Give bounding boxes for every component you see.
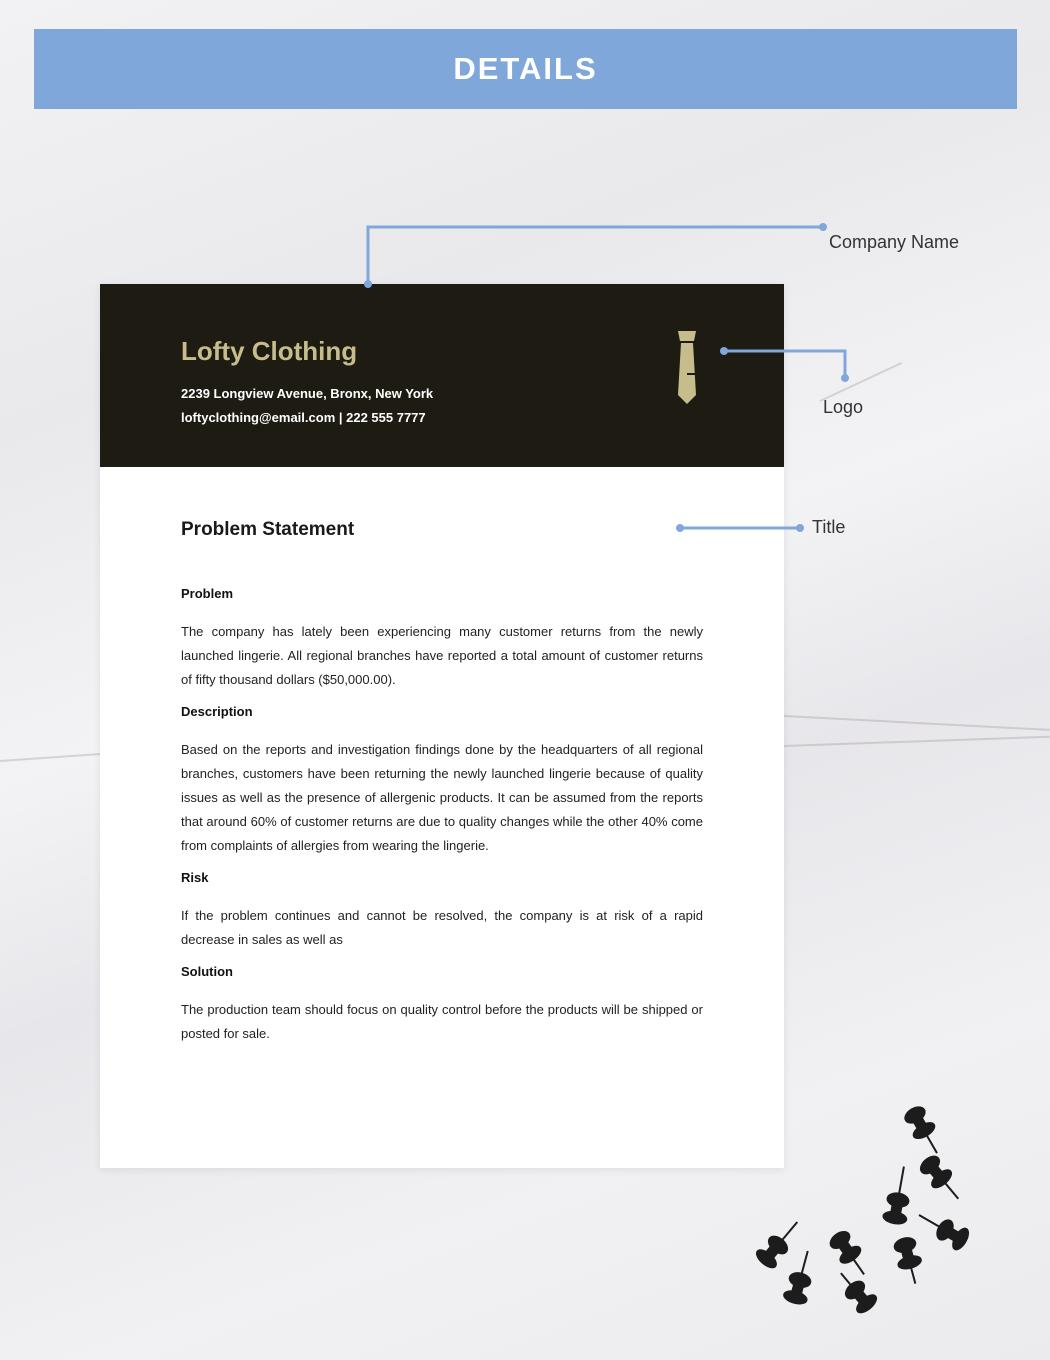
- callout-logo: Logo: [823, 397, 864, 417]
- callout-title: Title: [812, 517, 846, 537]
- callout-company-name: Company Name: [829, 232, 960, 252]
- section-heading-risk: Risk: [181, 870, 209, 885]
- company-contact: loftyclothing@email.com | 222 555 7777: [181, 410, 426, 425]
- document-title: Problem Statement: [181, 519, 355, 540]
- section-heading-solution: Solution: [181, 964, 233, 979]
- company-name: Lofty Clothing: [181, 336, 358, 366]
- banner-title: DETAILS: [453, 51, 598, 86]
- section-body-problem: The company has lately been experiencing many customer returns from the newly launched lingerie. All regional branches have reported a total amount of customer returns of fifty thousand dollars ($50,000.00).: [181, 624, 703, 687]
- section-heading-description: Description: [181, 704, 253, 719]
- section-body-risk: If the problem continues and cannot be resolved, the company is at risk of a rapid decrease in sales as well as: [181, 908, 703, 947]
- section-body-description: Based on the reports and investigation findings done by the headquarters of all regional branches, customers have been returning the newly launched lingerie because of quality issues as well as the presence of allergenic products. It can be assumed from the reports that around 60% of customer returns are due to quality changes while the other 40% come from complaints of allergies from wearing the lingerie.: [181, 742, 703, 853]
- company-address: 2239 Longview Avenue, Bronx, New York: [181, 386, 434, 401]
- section-heading-problem: Problem: [181, 586, 234, 601]
- section-body-solution: The production team should focus on quality control before the products will be shipped or posted for sale.: [181, 1002, 703, 1041]
